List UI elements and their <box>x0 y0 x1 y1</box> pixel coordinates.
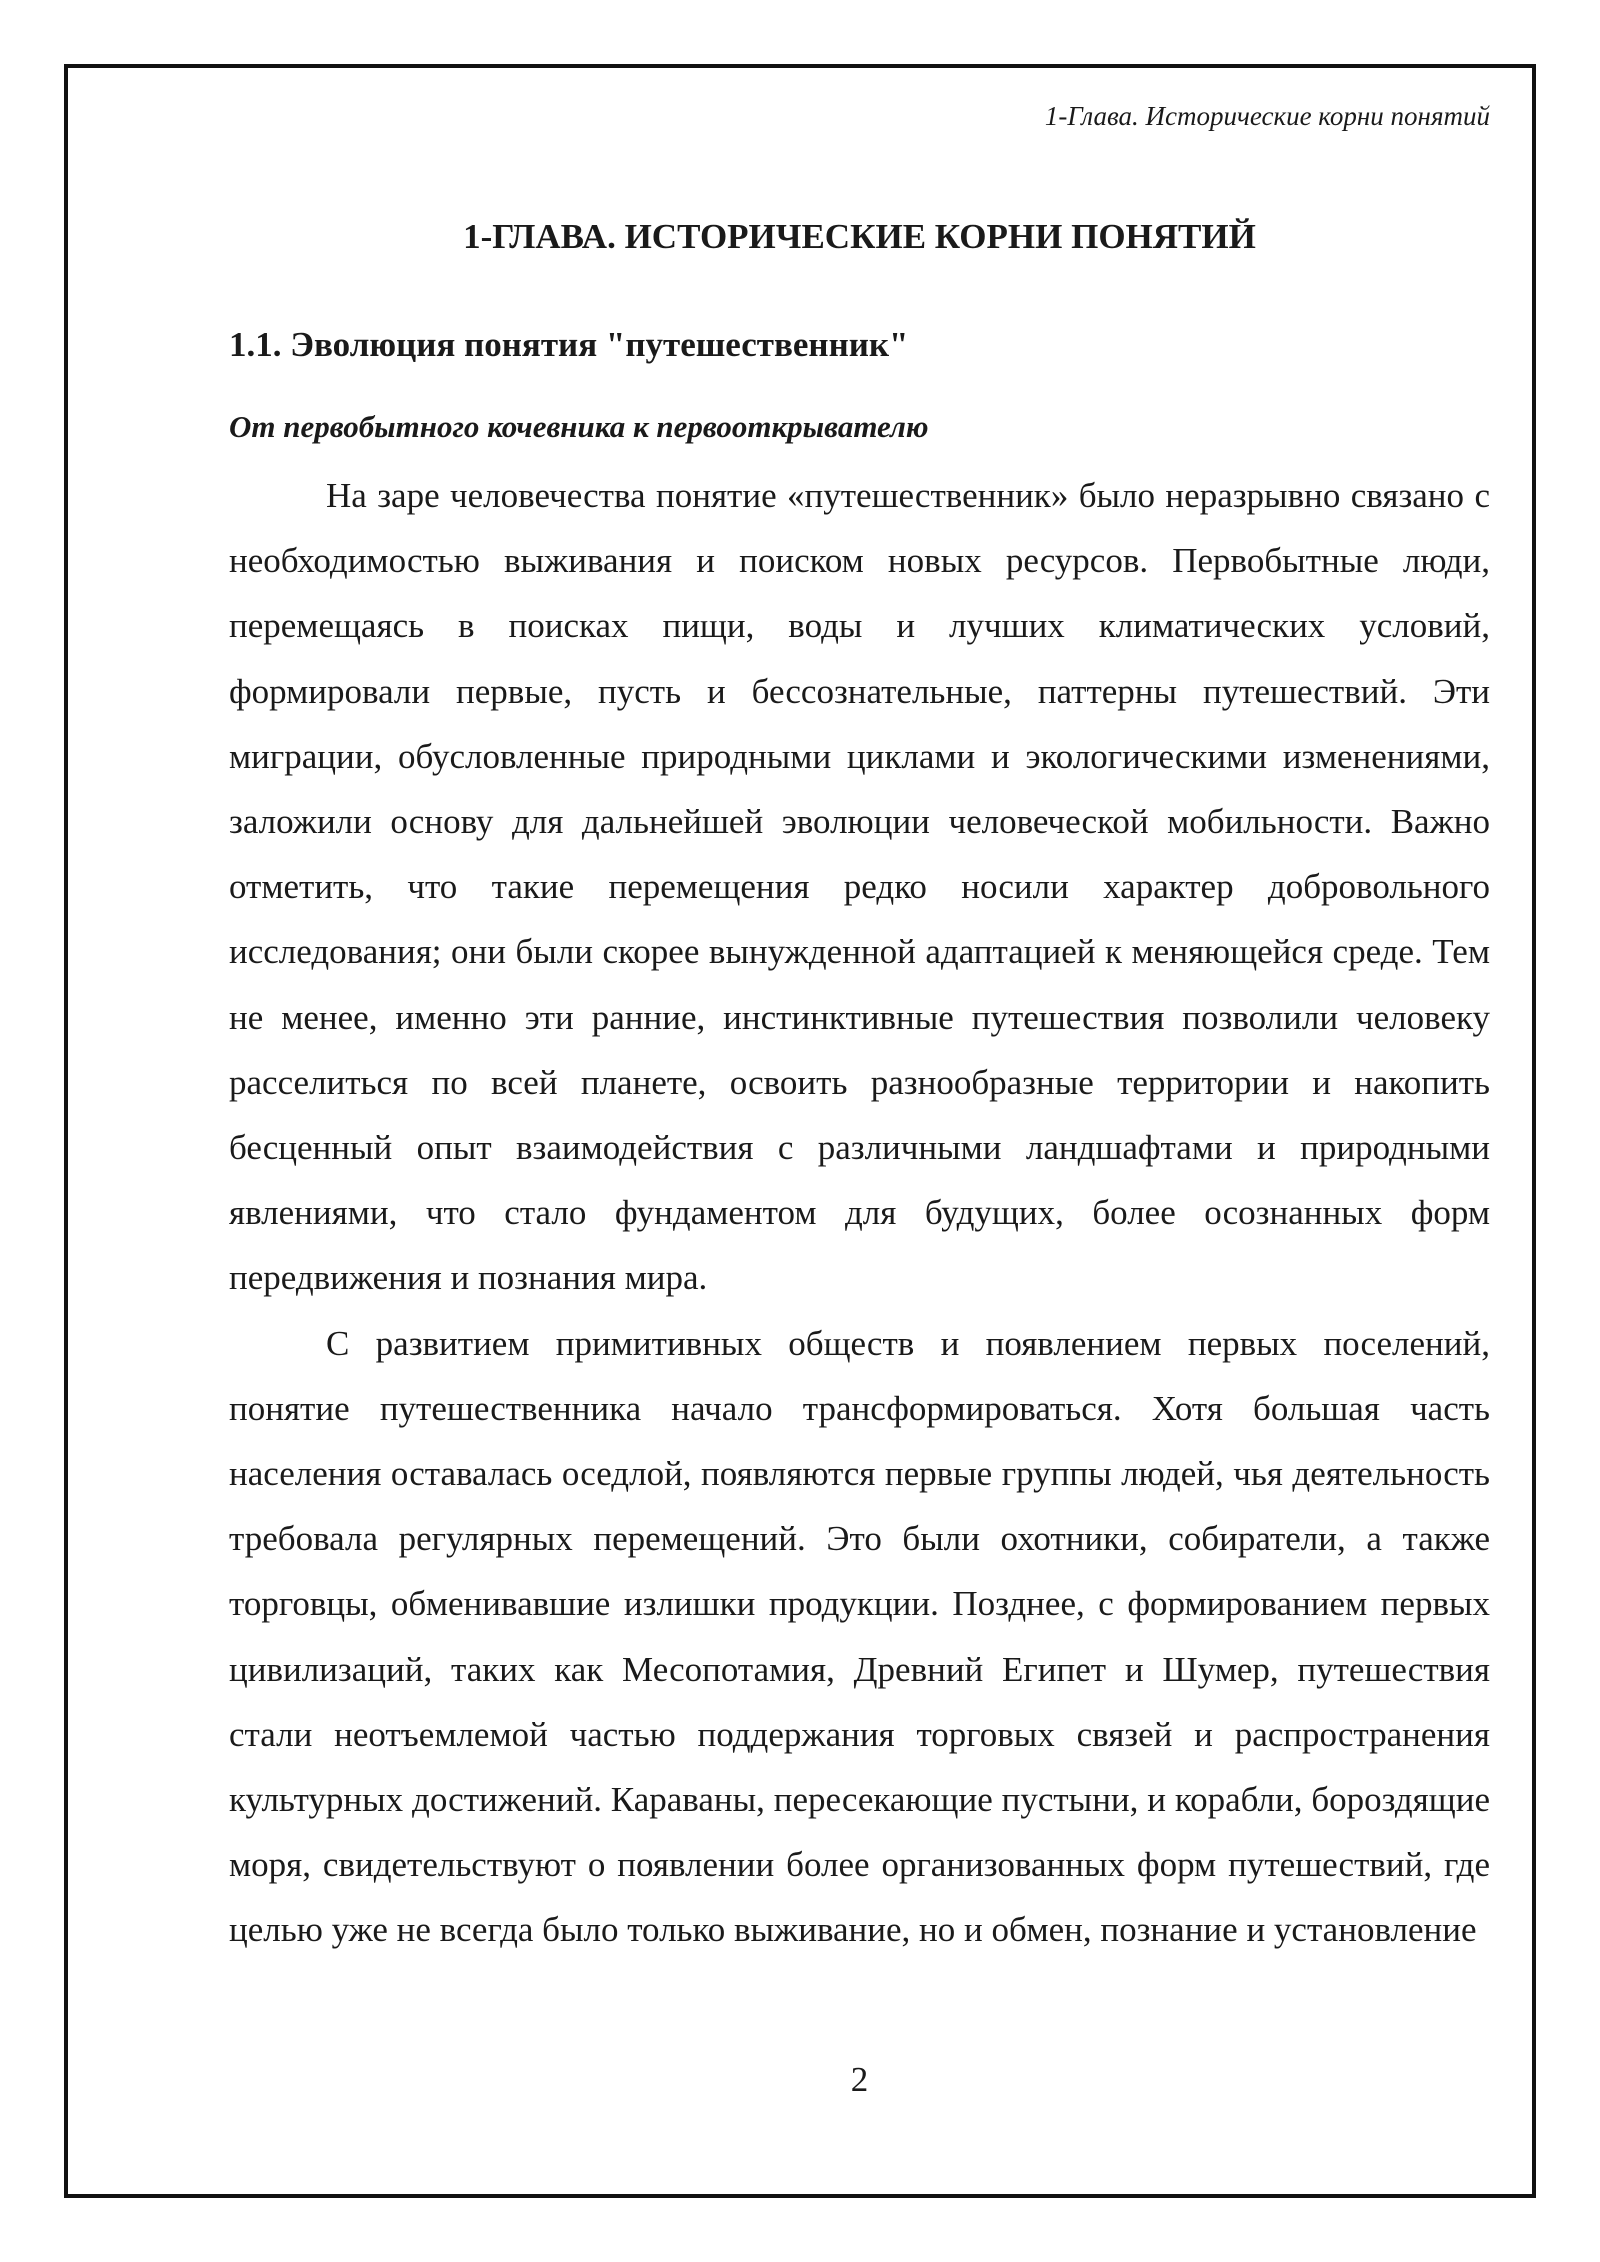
subsection-title: От первобытного кочевника к первооткрывателю <box>229 409 929 444</box>
running-header: 1-Глава. Исторические корни понятий <box>1044 101 1490 131</box>
page-body <box>229 205 1490 1963</box>
section-title: 1.1. Эволюция понятия "путешественник" <box>229 325 909 364</box>
paragraph: На заре человечества понятие «путешественник» было неразрывно связано с необходимостью выживания и поиском новых ресурсов. Первобытные люди, перемещаясь в поисках пищи, воды и лучших климатических условий, формировали первые, пусть и бессознательные, паттерны путешествий. Эти миграции, обусловленные природными циклами и экологическими изменениями, заложили основу для дальнейшей эволюции человеческой мобильности. Важно отметить, что такие перемещения редко носили характер добровольного исследования; они были скорее вынужденной адаптацией к меняющейся среде. Тем не менее, именно эти ранние, инстинктивные путешествия позволили человеку расселиться по всей планете, освоить разнообразные территории и накопить бесценный опыт взаимодействия с различными ландшафтами и природными явлениями, что стало фундаментом для будущих, более осознанных форм передвижения и познания мира. <box>229 476 1490 1298</box>
chapter-title: 1-ГЛАВА. ИСТОРИЧЕСКИЕ КОРНИ ПОНЯТИЙ <box>463 217 1256 256</box>
paragraph: С развитием примитивных обществ и появлением первых поселений, понятие путешественника начало трансформироваться. Хотя большая часть населения оставалась оседлой, появляются первые группы людей, чья деятельность требовала регулярных перемещений. Это были охотники, собиратели, а также торговцы, обменивавшие излишки продукции. Позднее, с формированием первых цивилизаций, таких как Месопотамия, Древний Египет и Шумер, путешествия стали неотъемлемой частью поддержания торговых связей и распространения культурных достижений. Караваны, пересекающие пустыни, и корабли, бороздящие моря, свидетельствуют о появлении более организованных форм путешествий, где целью уже не всегда было только выживание, но и обмен, познание и установление <box>229 1323 1490 1950</box>
page-number: 2 <box>850 2060 869 2099</box>
